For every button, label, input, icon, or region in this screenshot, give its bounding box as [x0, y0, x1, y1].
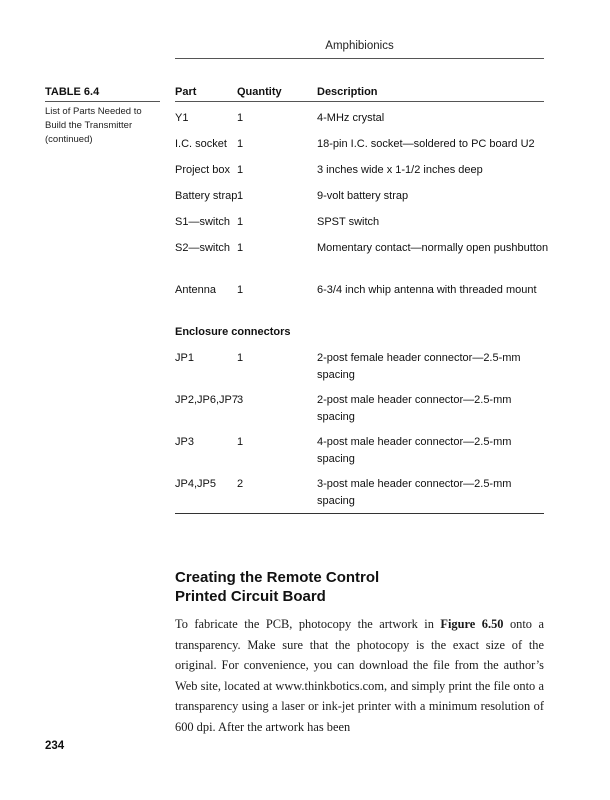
table-row	[175, 162, 544, 188]
cell-part: Project box	[175, 164, 231, 176]
column-header-description: Description	[317, 86, 378, 98]
cell-quantity: 1	[237, 216, 244, 228]
table-row	[175, 350, 544, 392]
parts-table	[175, 86, 549, 512]
paragraph-text-start: To fabricate the PCB, photocopy the artwork in	[175, 617, 441, 631]
table-group-label: Enclosure connectors	[175, 326, 291, 338]
cell-part: Antenna	[175, 284, 216, 296]
running-head: Amphibionics	[325, 40, 394, 52]
table-row	[175, 240, 549, 282]
cell-quantity: 1	[237, 138, 244, 150]
cell-quantity: 1	[237, 112, 244, 124]
table-bottom-rule	[175, 513, 544, 514]
cell-part: Y1	[175, 112, 189, 124]
cell-part: Battery strap	[175, 190, 238, 202]
table-row	[175, 476, 544, 512]
cell-quantity: 1	[237, 242, 244, 254]
table-row	[175, 110, 544, 136]
section-heading-line-2: Printed Circuit Board	[175, 588, 326, 605]
header-rule	[175, 58, 544, 59]
section-heading-line-1: Creating the Remote Control	[175, 569, 380, 586]
section-heading	[175, 568, 544, 606]
cell-description: 4-post male header connector—2.5-mm spacing	[317, 436, 512, 465]
table-row	[175, 392, 544, 434]
table-row	[175, 188, 544, 214]
table-caption-title: TABLE 6.4	[45, 86, 100, 98]
cell-description: 4-MHz crystal	[317, 112, 385, 124]
cell-quantity: 1	[237, 436, 244, 448]
cell-part: JP4,JP5	[175, 478, 216, 490]
cell-description: 2-post male header connector—2.5-mm spacing	[317, 394, 512, 423]
column-header-part: Part	[175, 86, 197, 98]
table-caption-text: List of Parts Needed to Build the Transmitter (continued)	[45, 106, 142, 145]
cell-part: S2—switch	[175, 242, 231, 254]
table-row	[175, 282, 544, 324]
table-row	[175, 214, 544, 240]
cell-quantity: 1	[237, 164, 244, 176]
page-number: 234	[45, 740, 65, 752]
cell-description: 9-volt battery strap	[317, 190, 409, 202]
cell-quantity: 1	[237, 284, 244, 296]
cell-description: 3 inches wide x 1-1/2 inches deep	[317, 164, 483, 176]
paragraph-text-end: onto a transparency. Make sure that the photocopy is the exact size of the original. For convenience, you can download the file from the author’s Web site, located at www.thinkbotics.com, and simply print the file onto a transparency using a laser or ink-jet printer with a minimum resolution of 600 dpi. After the artwork has been	[175, 617, 544, 734]
table-row	[175, 434, 544, 476]
cell-description: 3-post male header connector—2.5-mm spacing	[317, 478, 512, 507]
cell-quantity: 2	[237, 478, 244, 490]
cell-part: JP2,JP6,JP7	[175, 394, 238, 406]
cell-description: 6-3/4 inch whip antenna with threaded mount	[317, 284, 537, 296]
figure-reference: Figure 6.50	[440, 617, 504, 631]
table-header	[175, 86, 544, 101]
cell-quantity: 3	[237, 394, 244, 406]
cell-part: I.C. socket	[175, 138, 227, 150]
cell-description: 2-post female header connector—2.5-mm spacing	[317, 352, 521, 381]
cell-part: JP1	[175, 352, 194, 364]
table-row	[175, 136, 544, 162]
column-header-quantity: Quantity	[237, 86, 282, 98]
cell-description: SPST switch	[317, 216, 380, 228]
body-paragraph	[175, 614, 544, 737]
cell-part: JP3	[175, 436, 194, 448]
caption-rule	[45, 101, 160, 102]
cell-quantity: 1	[237, 190, 244, 202]
cell-description: 18-pin I.C. socket—soldered to PC board U2	[317, 138, 535, 150]
cell-quantity: 1	[237, 352, 244, 364]
cell-description: Momentary contact—normally open pushbutton	[317, 242, 549, 254]
cell-part: S1—switch	[175, 216, 231, 228]
